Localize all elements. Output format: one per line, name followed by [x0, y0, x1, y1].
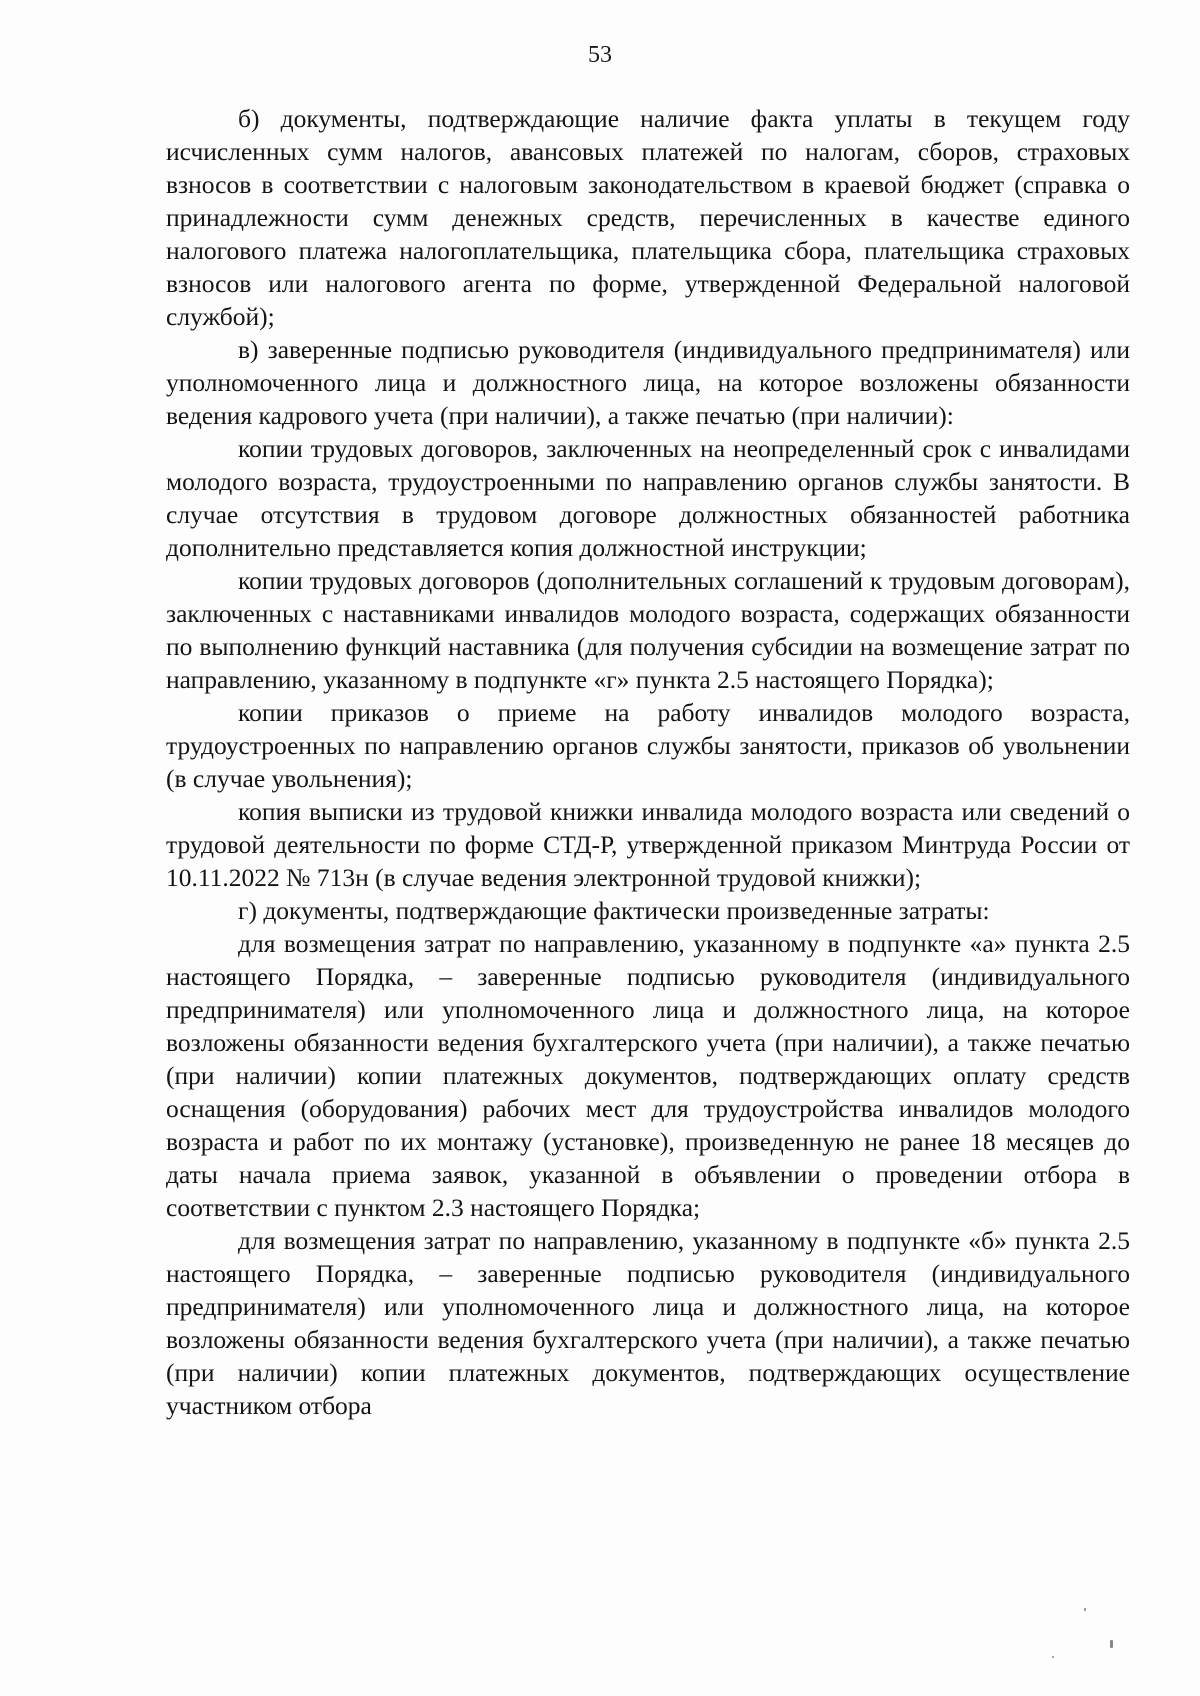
paragraph-g-expense-documents: г) документы, подтверждающие фактически произведенные затраты:: [238, 896, 990, 925]
paragraph-employment-contracts: копии трудовых договоров, заключенных на неопределенный срок с инвалидами молодого возраста, трудоустроенными по направлению органов службы занятости. В случае отсутствия в трудовом договоре должностных обязанностей работника дополнительно представляется копия должностной инструкции;: [166, 434, 1130, 562]
paragraph-v-certified-copies: в) заверенные подписью руководителя (индивидуального предпринимателя) или уполномоченного лица и должностного лица, на которое возложены обязанности ведения кадрового учета (при наличии), а также печатью (при наличии):: [166, 335, 1130, 430]
paragraph-mentor-contracts: копии трудовых договоров (дополнительных соглашений к трудовым договорам), заключенных с наставниками инвалидов молодого возраста, содержащих обязанности по выполнению функций наставника (для получения субсидии на возмещение затрат по направлению, указанному в подпункте «г» пункта 2.5 настоящего Порядка);: [166, 566, 1130, 694]
paragraph-b-tax-documents: б) документы, подтверждающие наличие факта уплаты в текущем году исчисленных сумм налогов, авансовых платежей по налогам, сборов, страховых взносов в соответствии с налоговым законодательством в краевой бюджет (справка о принадлежности сумм денежных средств, перечисленных в качестве единого налогового платежа налогоплательщика, плательщика сбора, плательщика страховых взносов или налогового агента по форме, утвержденной Федеральной налоговой службой);: [166, 104, 1130, 331]
paragraph-expense-subitem-b: для возмещения затрат по направлению, указанному в подпункте «б» пункта 2.5 настоящего Порядка, – заверенные подписью руководителя (индивидуального предпринимателя) или уполномоченного лица и должностного лица, на которое возложены обязанности ведения бухгалтерского учета (при наличии), а также печатью (при наличии) копии платежных документов, подтверждающих осуществление участником отбора: [166, 1226, 1130, 1420]
paragraph-expense-subitem-a: для возмещения затрат по направлению, указанному в подпункте «а» пункта 2.5 настоящего Порядка, – заверенные подписью руководителя (индивидуального предпринимателя) или уполномоченного лица и должностного лица, на которое возложены обязанности ведения бухгалтерского учета (при наличии), а также печатью (при наличии) копии платежных документов, подтверждающих оплату средств оснащения (оборудования) рабочих мест для трудоустройства инвалидов молодого возраста и работ по их монтажу (установке), произведенную не ранее 18 месяцев до даты начала приема заявок, указанной в объявлении о проведении отбора в соответствии с пунктом 2.3 настоящего Порядка;: [166, 929, 1130, 1222]
page-number: 53: [588, 42, 612, 68]
document-body: [166, 102, 1130, 1422]
paragraph-hiring-orders: копии приказов о приеме на работу инвалидов молодого возраста, трудоустроенных по направлению органов службы занятости, приказов об увольнении (в случае увольнения);: [166, 698, 1130, 793]
scan-speck: [1110, 1640, 1113, 1648]
paragraph-work-book-extract: копия выписки из трудовой книжки инвалида молодого возраста или сведений о трудовой деятельности по форме СТД-Р, утвержденной приказом Минтруда России от 10.11.2022 № 713н (в случае ведения электронной трудовой книжки);: [166, 797, 1130, 892]
scan-speck: [1084, 1608, 1086, 1611]
scan-speck: [1052, 1656, 1054, 1658]
